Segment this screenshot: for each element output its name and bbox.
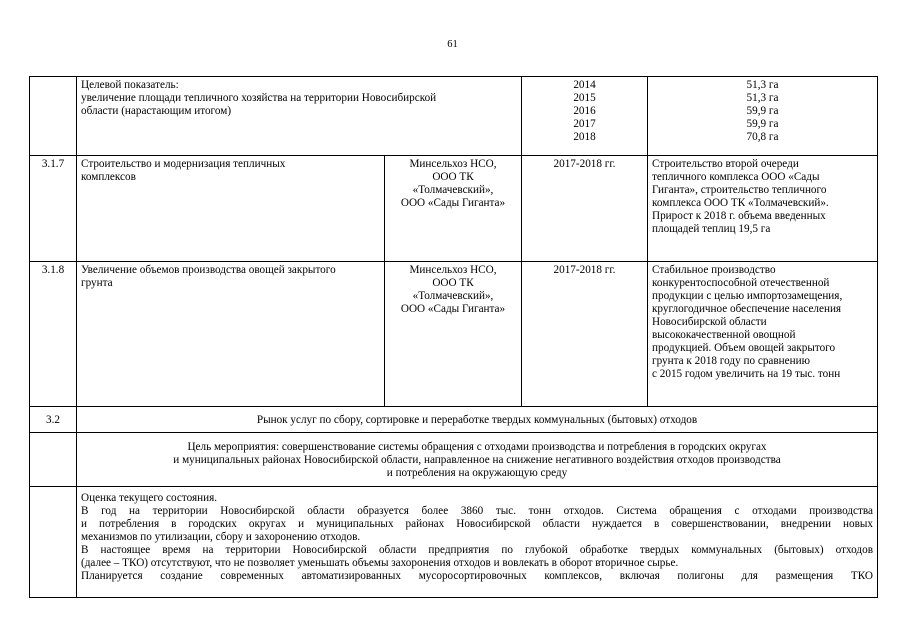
result-line: продукции с целью импортозамещения, <box>652 290 843 302</box>
result-line: продукцией. Объем овощей закрытого <box>652 342 836 354</box>
result-line: площадей теплиц 19,5 га <box>652 223 771 235</box>
executor-line: Минсельхоз НСО, <box>409 264 497 276</box>
target-num-cell <box>30 77 77 156</box>
measure-result-cell <box>648 156 878 262</box>
section-title: Рынок услуг по сбору, сортировке и переработке твердых коммунальных (бытовых) отходов <box>77 407 878 433</box>
executor-line: Минсельхоз НСО, <box>409 158 497 170</box>
target-indicator-row <box>30 77 878 156</box>
result-line: Гиганта», строительство тепличного <box>652 184 827 196</box>
measure-number: 3.1.7 <box>30 156 77 262</box>
measure-period: 2017-2018 гг. <box>522 262 648 407</box>
goal-line: и муниципальных районах Новосибирской области, направленное на снижение негативного воздействия отходов производства <box>173 454 781 466</box>
target-year: 2018 <box>573 131 596 143</box>
measure-name-line: комплексов <box>81 171 136 183</box>
program-table <box>29 76 878 598</box>
measure-row-3-1-7 <box>30 156 878 262</box>
measure-executor-cell <box>385 156 522 262</box>
target-text-line: области (нарастающим итогом) <box>81 105 232 117</box>
goal-line: Цель мероприятия: совершенствование системы обращения с отходами производства и потребления в городских округах <box>187 441 767 453</box>
result-line: конкурентоспособной отечественной <box>652 277 830 289</box>
target-value: 51,3 га <box>746 92 779 104</box>
executor-line: «Толмачевский», <box>412 290 494 302</box>
measure-result-cell <box>648 262 878 407</box>
measure-name-cell <box>77 156 385 262</box>
measure-period: 2017-2018 гг. <box>522 156 648 262</box>
measure-executor-cell <box>385 262 522 407</box>
result-line: Новосибирской области <box>652 316 767 328</box>
executor-line: ООО «Сады Гиганта» <box>400 303 506 315</box>
result-line: Прирост к 2018 г. объема введенных <box>652 210 826 222</box>
target-year: 2015 <box>573 92 596 104</box>
target-value: 59,9 га <box>746 118 779 130</box>
goal-num-cell <box>30 433 77 487</box>
target-text-cell <box>77 77 522 156</box>
result-line: круглогодичное обеспечение населения <box>652 303 842 315</box>
result-line: высококачественной овощной <box>652 329 796 341</box>
page-number: 61 <box>447 39 458 50</box>
assessment-row <box>30 487 878 598</box>
assessment-title: Оценка текущего состояния. <box>81 492 218 504</box>
target-value: 51,3 га <box>746 79 779 91</box>
target-year: 2016 <box>573 105 596 117</box>
assessment-line: Планируется создание современных автоматизированных мусоросортировочных комплексов, включая полигоны для размещения ТКО <box>81 570 873 582</box>
target-text-line: увеличение площади тепличного хозяйства на территории Новосибирской <box>81 92 437 104</box>
executor-line: ООО «Сады Гиганта» <box>400 197 506 209</box>
section-number: 3.2 <box>30 407 77 433</box>
result-line: тепличного комплекса ООО «Сады <box>652 171 820 183</box>
assessment-line: В настоящее время на территории Новосибирской области предприятия по глубокой обработке твердых коммунальных (бытовых) отходов <box>81 544 873 556</box>
goal-cell <box>77 433 878 487</box>
assessment-num-cell <box>30 487 77 598</box>
assessment-line: механизмов по утилизации, сбору и захоронению отходов. <box>81 531 361 543</box>
measure-name-line: Увеличение объемов производства овощей закрытого <box>81 264 336 276</box>
assessment-cell <box>77 487 878 598</box>
measure-number: 3.1.8 <box>30 262 77 407</box>
executor-line: ООО ТК <box>432 171 474 183</box>
assessment-line: (далее – ТКО) отсутствуют, что не позволяет уменьшать объемы захоронения отходов и вовлекать в оборот вторичное сырье. <box>81 557 679 569</box>
result-line: грунта к 2018 году по сравнению <box>652 355 810 367</box>
measure-row-3-1-8 <box>30 262 878 407</box>
target-value: 59,9 га <box>746 105 779 117</box>
executor-line: «Толмачевский», <box>412 184 494 196</box>
section-row-3-2 <box>30 407 878 433</box>
result-line: Строительство второй очереди <box>652 158 799 170</box>
target-years-cell <box>522 77 648 156</box>
result-line: с 2015 годом увеличить на 19 тыс. тонн <box>652 368 841 380</box>
goal-row <box>30 433 878 487</box>
target-year: 2017 <box>573 118 596 130</box>
target-values-cell <box>648 77 878 156</box>
target-title: Целевой показатель: <box>81 79 179 91</box>
executor-line: ООО ТК <box>432 277 474 289</box>
target-year: 2014 <box>573 79 596 91</box>
result-line: комплекса ООО ТК «Толмачевский». <box>652 197 829 209</box>
goal-line: и потребления на окружающую среду <box>386 467 568 479</box>
result-line: Стабильное производство <box>652 264 776 276</box>
assessment-line: и потребления в городских округах и муниципальных районах Новосибирской области нуждается в совершенствовании, внедрении новых <box>81 518 873 530</box>
measure-name-line: Строительство и модернизация тепличных <box>81 158 286 170</box>
assessment-line: В год на территории Новосибирской области образуется более 3860 тыс. тонн отходов. Система обращения с отходами производства <box>81 505 873 517</box>
measure-name-cell <box>77 262 385 407</box>
target-value: 70,8 га <box>746 131 779 143</box>
measure-name-line: грунта <box>81 277 113 289</box>
